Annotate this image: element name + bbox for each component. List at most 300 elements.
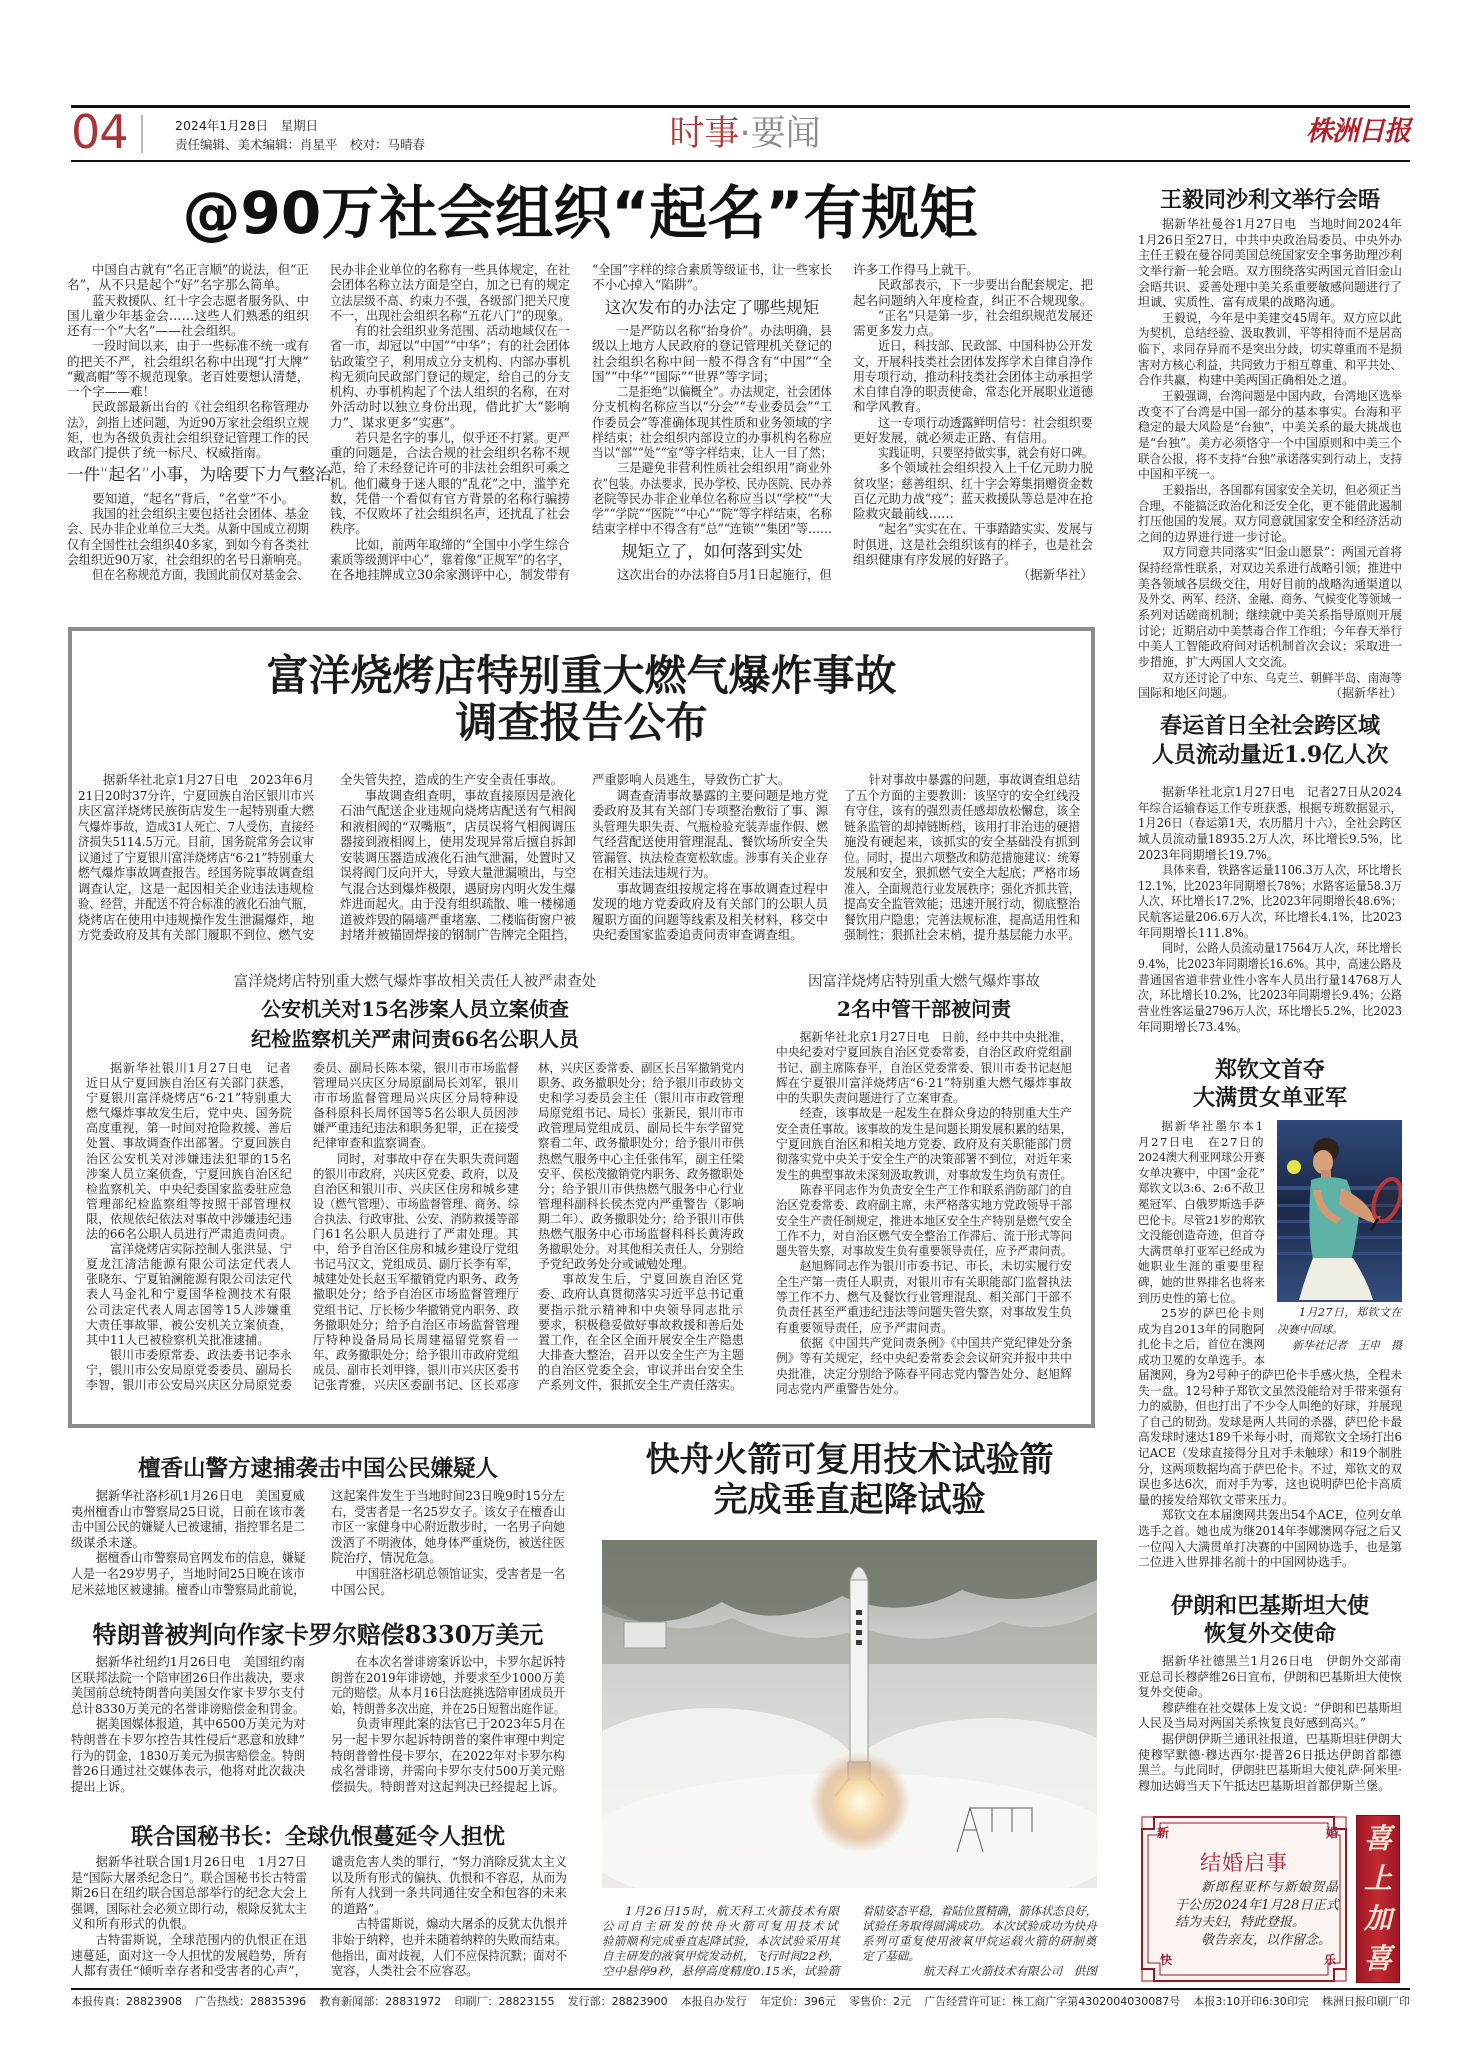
text-line xyxy=(71,1583,305,1599)
line-text: 为契机，总结经验、汲取教训，平等相待而不是居高 xyxy=(1138,326,1402,341)
line-text: 王毅指出，各国都有国家安全关切，但必须正当 xyxy=(1162,482,1402,497)
text-line xyxy=(592,476,832,491)
text-line xyxy=(1138,879,1402,895)
text-line xyxy=(313,1121,519,1136)
line-text: 贫攻坚；慈善组织、红十字会筹集捐赠资金数 xyxy=(853,475,1093,491)
text-line xyxy=(330,552,570,567)
line-text: 严重影响人员逃生，导致伤亡扩大。 xyxy=(592,772,791,787)
text-line xyxy=(602,1949,840,1964)
text-line xyxy=(86,1348,292,1363)
line-text: 政部门提供了统一标尺、权威指南。 xyxy=(67,445,269,460)
text-line xyxy=(1138,1524,1402,1540)
line-text: 不一，出现社会组织名称“五花八门”的现象。 xyxy=(330,307,570,323)
text-line xyxy=(71,1702,305,1718)
line-text: 政管理局党组成员、副局长牛东学留党 xyxy=(538,1121,744,1136)
line-text: 职务、政务撤职处分；给予银川市政协文 xyxy=(538,1076,744,1091)
text-line xyxy=(1138,894,1402,910)
line-text: 院治疗，情况危急。 xyxy=(331,1551,442,1566)
sub-article-kicker: 富洋烧烤店特别重大燃气爆炸事故相关责任人被严肃查处 xyxy=(233,974,597,990)
line-text: 其中11人已被检察机关批准逮捕。 xyxy=(86,1332,270,1347)
line-text: 富洋烧烤店实际控制人张洪显、宁 xyxy=(110,1242,292,1257)
text-line xyxy=(776,1106,1072,1121)
line-text: 穆加达姆当天下午抵达巴基斯坦首都伊斯兰堡。 xyxy=(1138,1778,1391,1793)
line-text: 25岁的萨巴伦卡则 xyxy=(1161,1306,1265,1321)
text-line xyxy=(67,338,309,353)
line-text: 到历史性的第七位。 xyxy=(1138,1290,1243,1305)
line-text: 还有一个“大名”——社会组织。 xyxy=(67,323,244,338)
text-line xyxy=(1138,1213,1265,1229)
text-line xyxy=(86,1091,292,1106)
text-line xyxy=(86,1303,292,1318)
line-text: 委政府及其有关部门专项整治敷衍了事、源 xyxy=(592,803,828,818)
text-line xyxy=(71,1489,305,1505)
newspaper-logo: 株洲日报 xyxy=(1306,116,1410,147)
line-text: 复外交使命。 xyxy=(1138,1685,1211,1700)
line-text: 气混合达到爆炸极限，遇厨房内明火发生爆 xyxy=(340,880,576,896)
spring-travel-body xyxy=(1138,785,1402,1035)
text-line xyxy=(330,521,570,536)
text-line xyxy=(1138,1020,1402,1036)
line-text: 及外交、两军、经济、金融、商务、气候变化等领域一 xyxy=(1138,592,1402,607)
text-line xyxy=(331,1583,565,1599)
line-text: 题失管失察，对事故发生负有重要领导责任，应予严肃问责。 xyxy=(776,1244,1072,1259)
text-line xyxy=(67,491,309,506)
text-line xyxy=(1138,577,1402,593)
text-line xyxy=(1138,1555,1402,1571)
line-text: 空中悬停9秒，悬停高度精度0.15米，试验箭 xyxy=(602,1964,840,1978)
line-text: 结为夫妇，特此登报。 xyxy=(1175,1915,1306,1931)
feature-headline-line-1: 富洋烧烤店特别重大燃气爆炸事故 xyxy=(266,651,897,700)
line-text: 链条监管的却掉链断档，该用打非治违的硬措 xyxy=(844,818,1080,834)
line-text: 人都有责任“倾听幸存者和受害者的心声”， xyxy=(71,1964,307,1979)
line-text: 使穆罕默德·穆达西尔·提普26日抵达伊朗首都德 xyxy=(1138,1747,1402,1762)
text-line xyxy=(1138,973,1402,989)
line-text: 宁夏银川富洋烧烤店“6·21”特别重大 xyxy=(86,1091,292,1106)
line-text: 法》，剑指上述问题，为近90万家社会组织立规 xyxy=(67,414,309,430)
text-line xyxy=(853,415,1093,430)
line-text: 元的赔偿。从本月16日法庭挑选陪审团成员开 xyxy=(331,1686,565,1701)
text-line xyxy=(1138,1197,1265,1213)
line-text: 发生的典型事故未深刻汲取教训，对事故发生均负有责任。 xyxy=(776,1167,1072,1182)
text-line xyxy=(592,850,828,866)
line-text: 宁夏回族自治区和相关地方党委、政府及有关职能部门贯 xyxy=(776,1137,1072,1152)
text-line xyxy=(1138,686,1402,702)
text-line xyxy=(340,850,576,866)
text-line xyxy=(330,323,570,338)
text-line xyxy=(1138,1716,1402,1732)
text-line xyxy=(776,1214,1072,1229)
text-line xyxy=(78,912,314,928)
header-divider xyxy=(141,115,143,153)
line-text: 省一市，却冠以“中国”“中华”；有的社会团体 xyxy=(330,338,570,354)
rocket-photo xyxy=(602,1540,1097,1888)
line-text: 偿损失。特朗普对这起判决已经提起上诉。 xyxy=(331,1779,565,1794)
source-credit-line xyxy=(862,1964,1097,1979)
line-text: 素质等级测评中心”，靠着像“正规军”的名字， xyxy=(330,551,570,567)
line-text: 设（燃气管理）、市场监督管理、商务、综 xyxy=(313,1196,519,1211)
line-text: 所有人找到一条共同通往安全和包容的未来 xyxy=(331,1886,567,1901)
line-text: 扎伦卡之后，首位在澳网 xyxy=(1138,1337,1265,1352)
line-text: 美国前总统特朗普向美国女作家卡罗尔支付 xyxy=(71,1686,305,1701)
line-text: 封堵并被锚固焊接的钢制广告牌完全阻挡， xyxy=(340,927,576,942)
line-text: 民航客运量206.6万人次，环比增长4.1%，比2023 xyxy=(1138,910,1402,925)
line-text: 钻政策空子，利用成立分支机构、内部办事机 xyxy=(330,353,570,369)
line-text: 全失管失控，造成的生产安全责任事故。 xyxy=(340,772,564,787)
text-line xyxy=(776,1382,1072,1397)
line-text: 气爆炸事故，造成31人死亡、7人受伤，直接经 xyxy=(78,818,314,834)
text-line xyxy=(78,850,314,866)
text-line xyxy=(71,1902,307,1918)
text-line xyxy=(67,415,309,430)
footer-ad-hotline: 广告热线：28835396 xyxy=(195,1995,307,2008)
text-line xyxy=(71,1567,305,1583)
line-text: 多个领域社会组织投入上千亿元助力脱 xyxy=(878,460,1093,476)
text-line xyxy=(1138,624,1402,640)
line-text: 她职业生涯的重要里程 xyxy=(1138,1259,1265,1274)
text-line xyxy=(1138,358,1402,374)
line-text: 古特雷斯说，煽动大屠杀的反犹太仇恨并 xyxy=(355,1917,567,1932)
text-line xyxy=(602,1964,840,1979)
line-text: 定了基础。 xyxy=(862,1949,920,1963)
line-text: 位。同时，提出六项整改和防范措施建议：统筹 xyxy=(844,849,1080,865)
text-line xyxy=(592,819,828,835)
line-text: 全生产第一责任人职责，对银川市有关职能部门监督执法 xyxy=(776,1274,1072,1289)
line-text: 中国自古就有“名正言顺”的说法，但“正 xyxy=(92,262,309,277)
text-line xyxy=(592,262,832,277)
text-line xyxy=(340,881,576,897)
line-text: 头管理失职失责、气瓶检验充装弄虚作假、燃 xyxy=(592,818,828,834)
line-text: 夏龙江清洁能源有限公司法定代表人 xyxy=(86,1257,292,1272)
line-text: 安全生产责任制规定，推进本地区安全生产特别是燃气安全 xyxy=(776,1213,1072,1228)
issue-date: 2024年1月28日 星期日 xyxy=(175,118,319,133)
line-text: 矩，也为各级负责社会组织登记管理工作的民 xyxy=(67,429,309,445)
sub-article-right-kicker: 因富洋烧烤店特别重大燃气爆炸事故 xyxy=(808,974,1040,990)
text-line xyxy=(331,1686,565,1702)
line-text: 局原党组书记、局长）张新民，银川市市 xyxy=(538,1106,744,1121)
text-line xyxy=(67,567,309,582)
line-text: 有重要领导责任，应予严肃问责。 xyxy=(776,1320,953,1335)
rocket-caption-column-2 xyxy=(862,1904,1097,1979)
text-line xyxy=(86,1257,292,1272)
line-text: 安平、侯松茂撤销党内职务、政务撤职处 xyxy=(538,1166,744,1181)
text-line xyxy=(71,1505,305,1521)
line-text: 自治区和银川市、兴庆区住房和城乡建 xyxy=(313,1181,519,1196)
text-line xyxy=(71,1855,307,1871)
line-text: 书记马汉文，党组成员、副厅长李有军， xyxy=(313,1257,519,1272)
text-line xyxy=(313,1076,519,1091)
tennis-photo xyxy=(1277,1120,1402,1302)
line-text: 量的接发给郑钦文带来压力。 xyxy=(1138,1492,1295,1507)
text-line xyxy=(1138,1119,1265,1135)
line-text: 近日从宁夏回族自治区有关部门获悉， xyxy=(86,1076,292,1091)
line-text: 陈春平同志作为负责安全生产工作和联系消防部门的自 xyxy=(799,1182,1072,1197)
line-text: 同志党内严重警告处分。 xyxy=(776,1381,906,1396)
line-text: 产系列文件，狠抓安全生产责任落实。 xyxy=(538,1377,743,1392)
text-line xyxy=(1138,1259,1265,1275)
line-text: 同时，公路人员流动量17564万人次，环比增长 xyxy=(1162,941,1402,956)
line-text: 蓝天救援队、红十字会志愿者服务队、中 xyxy=(92,292,309,308)
text-line xyxy=(331,1536,565,1552)
text-line xyxy=(1138,499,1402,515)
text-line xyxy=(86,1061,292,1076)
line-text: 一是严防以名称“抬身价”。办法明确，县 xyxy=(617,323,832,338)
text-line xyxy=(1138,1508,1402,1524)
line-text: 需更多发力点。 xyxy=(853,323,942,338)
text-line xyxy=(853,460,1093,475)
text-line xyxy=(86,1167,292,1182)
text-line xyxy=(592,772,828,788)
line-text: 双方还讨论了中东、乌克兰、朝鲜半岛、南海等 xyxy=(1162,670,1402,685)
line-text: 和液相阀的“双嘴瓶”，店员误将气相阀调压 xyxy=(340,818,576,834)
line-text: 朗普在2019年诽谤她，并要求至少1000万美 xyxy=(331,1670,565,1685)
text-line xyxy=(313,1061,519,1076)
line-text: 依据《中国共产党问责条例》《中国共产党纪律处分条 xyxy=(799,1335,1072,1350)
line-text: 提出上诉。 xyxy=(71,1779,133,1794)
line-text: 事故发生后，宁夏回族自治区党 xyxy=(562,1272,744,1287)
line-text: 衣”包装。办法要求，民办学校、民办医院、民办养 xyxy=(592,475,832,491)
line-text: 据新华社纽约1月26日电 美国纽约南 xyxy=(95,1655,305,1669)
line-text: 限，依规依纪依法对事故中涉嫌违纪违 xyxy=(86,1211,292,1226)
line-text: 据新华社北京1月27日电 记者27日从2024 xyxy=(1162,785,1402,799)
iran-body xyxy=(1138,1654,1402,1794)
wang-yi-headline: 王毅同沙利文举行会晤 xyxy=(1159,187,1380,213)
text-line xyxy=(330,415,570,430)
text-line xyxy=(1138,1322,1265,1338)
text-line xyxy=(331,1886,567,1902)
line-text: 准入，全面规范行业发展秩序；强化齐抓共管， xyxy=(844,880,1080,896)
text-line xyxy=(853,338,1093,353)
line-text: 要指示批示精神和中央领导同志批示 xyxy=(538,1302,744,1317)
footer-info xyxy=(71,1994,1410,2010)
line-text: 据新华社北京1月27日电 2023年6月 xyxy=(102,772,314,787)
text-line xyxy=(776,1367,1072,1382)
text-line xyxy=(538,1227,744,1242)
line-text: 人次，环比增长17.2%，比2023年同期增长48.6%； xyxy=(1138,894,1402,909)
line-text: 1月26日至27日，中共中央政治局委员、中央外办 xyxy=(1138,232,1402,247)
text-line xyxy=(592,415,832,430)
text-line xyxy=(776,1229,1072,1244)
line-text: 右，受害者是一名25岁女子。该女子在檀香山 xyxy=(331,1504,565,1519)
text-line xyxy=(67,537,309,552)
line-text: 临下，求同存异而不是突出分歧，切实尊重而不是损 xyxy=(1138,342,1402,357)
text-line xyxy=(538,1106,744,1121)
rocket-headline-1: 快舟火箭可复用技术试验箭 xyxy=(645,1440,1054,1480)
line-text: 许多工作得马上就干。 xyxy=(853,262,979,277)
line-text: 秩序。 xyxy=(330,521,368,537)
line-text: 着陆姿态平稳，着陆位置精确，箭体状态良好， xyxy=(862,1904,1097,1918)
line-text: 稳定的最大风险是“台独”，中美关系的最大挑战也 xyxy=(1138,420,1402,435)
line-text: 讨论；近期启动中美禁毒合作工作组；今年春天举行 xyxy=(1138,623,1402,638)
text-line xyxy=(602,1904,840,1919)
text-line xyxy=(538,1348,744,1363)
line-text: 组织健康有序发展的好路子。 xyxy=(853,551,1017,567)
text-line xyxy=(86,1197,292,1212)
text-line xyxy=(538,1121,744,1136)
text-line xyxy=(538,1197,744,1212)
text-line xyxy=(1138,545,1402,561)
text-line xyxy=(1175,1932,1339,1950)
feature-column-3 xyxy=(592,772,828,943)
text-line xyxy=(538,1378,744,1393)
line-text: 文举行新一轮会晤。双方围绕落实两国元首旧金山 xyxy=(1138,263,1402,278)
line-text: 改变不了台湾是中国一部分的基本事实。台海和平 xyxy=(1138,404,1402,419)
text-line xyxy=(592,927,828,943)
line-text: 年综合运输春运工作专班获悉，根据专班数据显示， xyxy=(1138,800,1402,815)
line-text: 合作共赢，构建中美两国正确相处之道。 xyxy=(1138,373,1355,388)
text-line xyxy=(1138,233,1402,249)
honolulu-column-2 xyxy=(331,1489,565,1598)
text-line xyxy=(86,1242,292,1257)
line-text: 据新华社联合国1月26日电 1月27日 xyxy=(95,1855,307,1869)
line-text: 届澳网，身为2号种子的萨巴伦卡手感火热，全程未 xyxy=(1138,1368,1402,1382)
line-text: 次，环比增长10.2%，比2023年同期增长9.4%；公路 xyxy=(1138,988,1402,1003)
line-text: 合理，不能搞泛政治化和泛安全化，更不能借此遏制 xyxy=(1138,498,1402,513)
text-line xyxy=(1138,816,1402,832)
text-line xyxy=(1138,1181,1265,1197)
text-line xyxy=(67,277,309,292)
text-line xyxy=(1138,801,1402,817)
text-line xyxy=(1138,295,1402,311)
line-text: 高发球时速达189千米每小时，而郑钦文全场打出6 xyxy=(1138,1430,1402,1445)
text-line xyxy=(330,567,570,582)
text-line xyxy=(776,1152,1072,1167)
text-line xyxy=(853,506,1093,521)
line-text: 于公历2024年1月28日正式 xyxy=(1175,1897,1339,1913)
iran-headline-2: 恢复外交使命 xyxy=(1203,1621,1336,1647)
text-line xyxy=(1138,592,1402,608)
line-text: 样结束；社会组织内部设立的办事机构名称应 xyxy=(592,429,832,445)
text-line xyxy=(1138,988,1402,1004)
line-text: 处置、事故调查作出部署。宁夏回族自 xyxy=(86,1136,292,1151)
line-text: 务撤职处分；给予自治区市场监督管理 xyxy=(313,1317,519,1332)
line-text: 市市场监督管理局兴庆区分局特种设 xyxy=(313,1091,519,1106)
text-line xyxy=(592,430,832,445)
text-line xyxy=(86,1106,292,1121)
text-line xyxy=(330,384,570,399)
line-text: 民办非企业单位的名称有一些具体规定，在社 xyxy=(330,262,570,277)
line-text: 人是一名29岁男子，当地时间25日晚在该市 xyxy=(71,1566,305,1581)
banner-char-4: 喜 xyxy=(1363,1942,1392,1975)
line-text: 特朗普曾性侵卡罗尔，在2022年对卡罗尔构 xyxy=(331,1748,565,1763)
lead-article-column-3 xyxy=(592,262,832,582)
ad-corner-4: 乐 xyxy=(1324,1953,1337,1967)
text-line xyxy=(1138,1166,1265,1182)
text-line xyxy=(776,1045,1072,1060)
text-line xyxy=(86,1212,292,1227)
text-line xyxy=(1138,655,1402,671)
text-line xyxy=(592,896,828,912)
line-text: 巴伦卡。尽管21岁的郑钦 xyxy=(1138,1212,1265,1227)
text-line xyxy=(776,1351,1072,1366)
line-text: 2023年同期增长19.7%。 xyxy=(1138,847,1279,862)
line-text: 有守住，该有的强烈责任感却放松懈怠，该全 xyxy=(844,803,1080,818)
line-text: 烧烤店在使用中违规操作发生泄漏爆炸，地 xyxy=(78,911,314,927)
line-text: 1月26日15时，航天科工火箭技术有限 xyxy=(625,1904,840,1918)
text-line xyxy=(538,1136,744,1151)
text-line xyxy=(853,369,1093,384)
line-text: 城建处处长赵玉军撤销党内职务、政务 xyxy=(313,1272,519,1287)
text-line xyxy=(78,772,314,788)
text-line xyxy=(776,1137,1072,1152)
text-line xyxy=(776,1030,1072,1045)
text-line xyxy=(853,399,1093,414)
text-line xyxy=(1138,1415,1402,1431)
text-line xyxy=(1138,1399,1402,1415)
text-line xyxy=(331,1764,565,1780)
text-line xyxy=(538,1152,744,1167)
line-text: 会组织近90万家，社会组织的名号日渐响亮。 xyxy=(67,551,309,567)
text-line xyxy=(330,476,570,491)
line-text: 热燃气服务中心主任张伟军，副主任梁 xyxy=(538,1151,744,1166)
text-line xyxy=(331,1520,565,1536)
header-bottom-rule xyxy=(71,160,1410,162)
text-line xyxy=(853,537,1093,552)
line-text: 人民及当局对两国关系恢复良好感到高兴。” xyxy=(1138,1716,1367,1731)
footer-rule xyxy=(71,1988,1410,1990)
line-text: 要求，积极稳妥做好事故救援和善后处 xyxy=(538,1317,744,1332)
line-text: 经查，该事故是一起发生在群众身边的特别重大生产 xyxy=(799,1106,1072,1121)
banner-char-2: 上 xyxy=(1363,1862,1392,1895)
line-text: 学”“学院”“医院”“中心”“院”等字样结束，名称 xyxy=(592,506,832,521)
text-line xyxy=(1138,311,1402,327)
text-line xyxy=(331,1964,567,1980)
lead-article-column-4 xyxy=(853,262,1093,582)
line-text: 在相关违法违规行为。 xyxy=(592,865,716,880)
text-line xyxy=(776,1290,1072,1305)
text-line xyxy=(1138,957,1402,973)
line-text: 彻落实党中央关于安全生产的决策部署不到位，对近年来 xyxy=(776,1152,1072,1167)
line-text: 老院等民办非企业单位名称应当以“学校”“大 xyxy=(592,490,832,506)
line-text: 中，给予自治区住房和城乡建设厅党组 xyxy=(313,1242,519,1257)
text-line xyxy=(1138,1353,1265,1369)
line-text: 央纪委国家监委追责问责审查调查组。 xyxy=(592,927,803,942)
text-line xyxy=(1138,1384,1402,1400)
line-text: 了五个方面的主要教训：该坚守的安全红线没 xyxy=(844,787,1080,803)
text-line xyxy=(1138,1228,1265,1244)
text-line xyxy=(862,1934,1097,1949)
line-text: 月27日电 在27日的 xyxy=(1138,1134,1265,1149)
text-line xyxy=(71,1671,305,1687)
text-line xyxy=(1138,248,1402,264)
line-text: 起名问题纳入年度检查，纠正不合规现象。 xyxy=(853,292,1093,308)
text-line xyxy=(853,277,1093,292)
text-line xyxy=(592,788,828,804)
line-text: “戴高帽”等不规范现象。老百姓要想认清楚， xyxy=(67,368,309,384)
trump-headline: 特朗普被判向作家卡罗尔赔偿8330万美元 xyxy=(92,1620,544,1649)
text-line xyxy=(1277,1305,1402,1322)
text-line xyxy=(538,1287,744,1302)
line-text: 据檀香山市警察局官网发布的信息，嫌疑 xyxy=(95,1551,305,1566)
text-line xyxy=(1138,1150,1265,1166)
source-credit-line xyxy=(853,567,1093,582)
line-text: 据美国媒体报道，其中6500万美元为对 xyxy=(95,1717,305,1732)
sub-article-column-2 xyxy=(313,1061,519,1393)
text-line xyxy=(340,912,576,928)
line-text: 夷州檀香山市警察局25日说，日前在该市袭 xyxy=(71,1504,305,1519)
line-text: 双方同意共同落实“旧金山愿景”：两国元首将 xyxy=(1162,545,1402,560)
text-line xyxy=(1138,389,1402,405)
text-line xyxy=(67,399,309,414)
line-text: 这次出台的办法将自5月1日起施行，但 xyxy=(617,567,832,582)
text-line xyxy=(538,1257,744,1272)
line-text: 燃气爆炸事故发生后，党中央、国务院 xyxy=(86,1106,292,1121)
source-credit: 新华社记者 王申 摄 xyxy=(1292,1339,1402,1352)
line-text: 公司法定代表人周志国等15人涉嫌重 xyxy=(86,1302,292,1317)
text-line xyxy=(86,1272,292,1287)
text-line xyxy=(776,1305,1072,1320)
line-text: 合执法、行政审批、公安、消防救援等部 xyxy=(313,1211,519,1226)
line-text: 在各地挂牌成立30余家测评中心，制发带有 xyxy=(330,567,570,582)
